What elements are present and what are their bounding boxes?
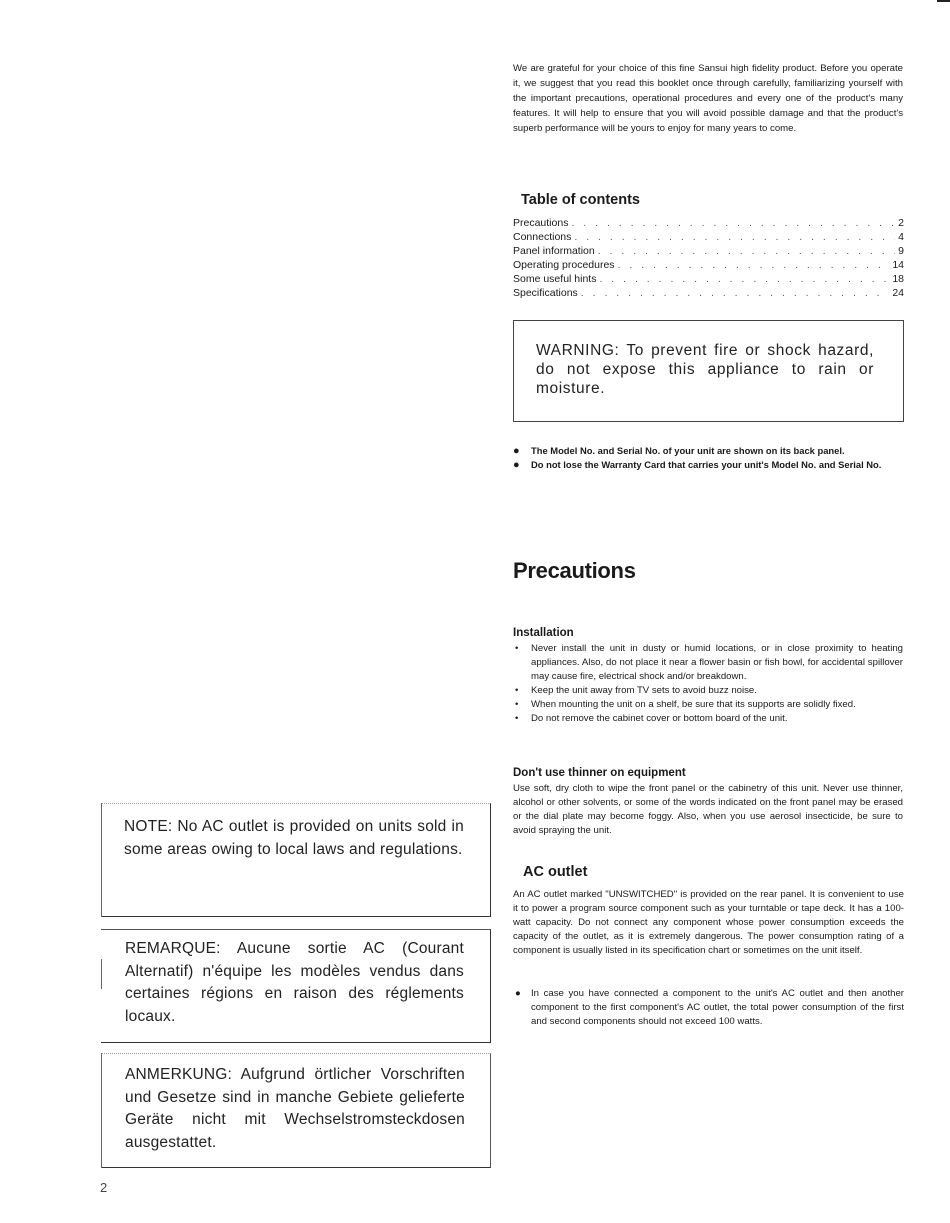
toc-entry-label: Operating procedures [513,259,615,271]
toc-entry[interactable] [513,216,904,230]
list-item-text: When mounting the unit on a shelf, be sure that its supports are solidly fixed. [531,699,856,710]
list-item [513,444,904,458]
note-box-de [101,1053,491,1168]
toc-entry-label: Connections [513,231,572,243]
note-text-fr: REMARQUE: Aucune sortie AC (Courant Alternatif) n'équipe les modèles vendus dans certaines régions en raison des réglements locaux. [125,940,464,1025]
model-serial-notes [513,444,904,472]
toc-entry-page: 4 [898,231,904,243]
toc-leader [571,216,895,230]
toc-leader [598,244,895,258]
toc-leader [581,286,890,300]
toc-entry-label: Precautions [513,217,569,229]
box-left-rule [101,959,102,989]
toc-entry-page: 9 [898,245,904,257]
box-left-rule [101,803,102,917]
toc-leader [574,230,895,244]
toc-entry-page: 18 [892,273,904,285]
toc-entry[interactable] [513,272,904,286]
page-number: 2 [100,1180,108,1195]
note-box-fr [101,929,491,1043]
bullet-icon: • [515,643,519,654]
list-item-text: Keep the unit away from TV sets to avoid buzz noise. [531,685,757,696]
bullet-icon: • [515,699,519,710]
ac-outlet-heading: AC outlet [523,864,588,880]
ac-outlet-paragraph: An AC outlet marked "UNSWITCHED" is provided on the rear panel. It is convenient to use it to power a program source component such as your turntable or tape deck. It has a 100-watt capacity. Do not connect any component whose power consumption exceeds the capacity of the outlet, as it is extremely dangerous. The power consumption rating of a component is usually listed in its specification chart or sometimes on the unit itself. [513,889,904,956]
installation-heading: Installation [513,627,574,639]
toc-entry[interactable] [513,244,904,258]
toc-leader [618,258,890,272]
thinner-paragraph: Use soft, dry cloth to wipe the front panel or the cabinetry of this unit. Never use thinner, alcohol or other solvents, or some of the words indicated on the front panel may be erased or the dial plate may become foggy. Also, when you use aerosol insecticide, be sure to avoid spraying the unit. [513,783,903,836]
list-item [513,987,904,1029]
note-text-de: ANMERKUNG: Aufgrund örtlicher Vorschriften und Gesetze sind in manche Gebiete gelieferte Geräte nicht mit Wechselstromsteckdosen ausgestattet. [125,1066,465,1151]
note-text: The Model No. and Serial No. of your unit are shown on its back panel. [531,445,845,456]
list-item [513,642,903,684]
thinner-heading: Don't use thinner on equipment [513,767,686,779]
toc-entry-label: Specifications [513,287,578,299]
list-item-text: In case you have connected a component to the unit's AC outlet and then another component to the first component's AC outlet, the total power consumption of the first and second components should not exceed 100 watts. [531,988,904,1027]
note-box-en [101,803,491,917]
toc-title: Table of contents [521,192,640,208]
bullet-icon: • [515,685,519,696]
toc-entry-page: 14 [892,259,904,271]
intro-paragraph: We are grateful for your choice of this fine Sansui high fidelity product. Before you operate it, we suggest that you read this booklet once through carefully, familiarizing yourself with the important precautions, operational procedures and every one of the product's many features. It will help to ensure that you will avoid possible damage and that the product's superb performance will be yours to enjoy for many years to come. [513,63,903,134]
installation-list [513,642,903,726]
page-corner-mark [937,0,950,2]
bullet-icon: ● [513,459,520,471]
note-text: Do not lose the Warranty Card that carries your unit's Model No. and Serial No. [531,459,882,470]
toc-entry-page: 2 [898,217,904,229]
list-item-text: Do not remove the cabinet cover or bottom board of the unit. [531,713,788,724]
list-item [513,458,904,472]
toc-entry[interactable] [513,258,904,272]
box-left-rule [101,1053,102,1168]
note-text-en: NOTE: No AC outlet is provided on units sold in some areas owing to local laws and regulations. [124,818,464,858]
toc-entry-label: Some useful hints [513,273,597,285]
bullet-icon: ● [513,445,520,457]
toc-entry[interactable] [513,286,904,300]
warning-text: WARNING: To prevent fire or shock hazard, do not expose this appliance to rain or moisture. [536,342,874,397]
bullet-icon: • [515,713,519,724]
toc-entry-label: Panel information [513,245,595,257]
section-title: Precautions [513,558,636,583]
bullet-icon: ● [515,988,521,999]
list-item-text: Never install the unit in dusty or humid locations, or in close proximity to heating appliances. Also, do not place it near a flower basin or fish bowl, for accidental spillover may cause fire, electrical shock and/or breakdown. [531,643,903,682]
list-item [513,712,903,726]
table-of-contents [513,216,904,300]
ac-outlet-bullet [513,987,904,1029]
toc-entry[interactable] [513,230,904,244]
toc-leader [599,272,889,286]
list-item [513,698,903,712]
list-item [513,684,903,698]
toc-entry-page: 24 [892,287,904,299]
